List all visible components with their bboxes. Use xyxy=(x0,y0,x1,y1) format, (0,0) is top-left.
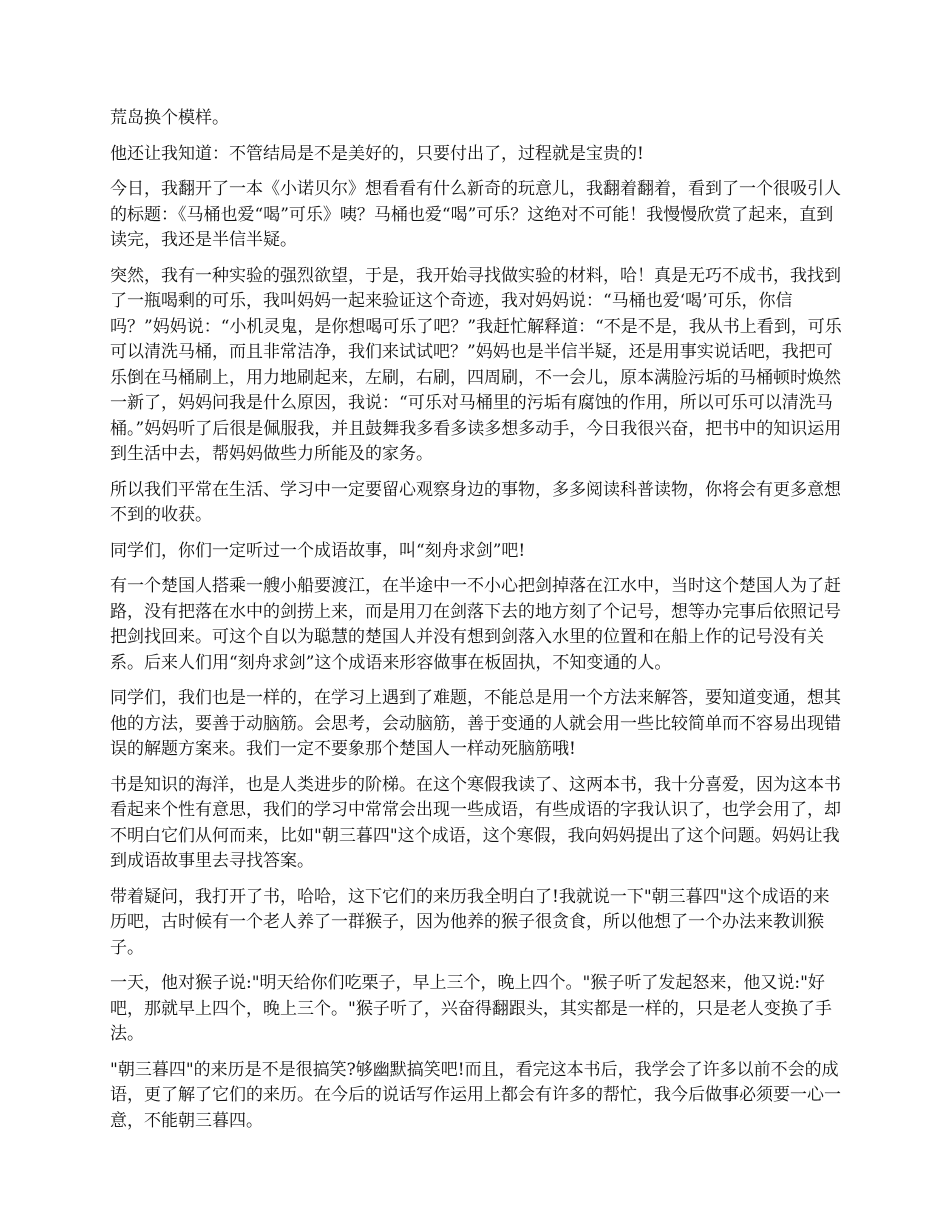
paragraph-5: 所以我们平常在生活、学习中一定要留心观察身边的事物，多多阅读科普读物，你将会有更多意想不到的收获。 xyxy=(110,479,841,525)
paragraph-3: 今日，我翻开了一本《小诺贝尔》想看看有什么新奇的玩意儿，我翻着翻着，看到了一个很吸引人的标题：《马桶也爱“喝”可乐》咦？马桶也爱“喝”可乐？这绝对不可能！我慢慢欣赏了起来，直到读完，我还是半信半疑。 xyxy=(110,179,841,250)
paragraph-2: 他还让我知道：不管结局是不是美好的，只要付出了，过程就是宝贵的! xyxy=(110,143,644,164)
paragraph-6: 同学们，你们一定听过一个成语故事，叫“刻舟求剑”吧! xyxy=(110,540,526,561)
document-body xyxy=(110,106,842,1144)
paragraph-7: 有一个楚国人搭乘一艘小船要渡江，在半途中一不小心把剑掉落在江水中，当时这个楚国人为了赶路，没有把落在水中的剑捞上来，而是用刀在剑落下去的地方刻了个记号，想等办完事后依照记号把剑找回来。可这个自以为聪慧的楚国人并没有想到剑落入水里的位置和在船上作的记号没有关系。后来人们用“刻舟求剑”这个成语来形容做事在板固执，不知变通的人。 xyxy=(110,576,841,673)
paragraph-12: "朝三暮四"的来历是不是很搞笑?够幽默搞笑吧!而且，看完这本书后，我学会了许多以前不会的成语，更了解了它们的来历。在今后的说话写作运用上都会有许多的帮忙，我今后做事必须要一心一意，不能朝三暮四。 xyxy=(110,1059,841,1131)
paragraph-11: 一天，他对猴子说:"明天给你们吃栗子，早上三个，晚上四个。"猴子听了发起怒来，他又说:"好吧，那就早上四个，晚上三个。"猴子听了，兴奋得翻跟头，其实都是一样的，只是老人变换了手法。 xyxy=(110,973,832,1044)
paragraph-10: 带着疑问，我打开了书，哈哈，这下它们的来历我全明白了!我就说一下"朝三暮四"这个成语的来历吧，古时候有一个老人养了一群猴子，因为他养的猴子很贪食，所以他想了一个办法来教训猴子。 xyxy=(110,886,830,958)
paragraph-4: 突然，我有一种实验的强烈欲望，于是，我开始寻找做实验的材料，哈！真是无巧不成书，我找到了一瓶喝剩的可乐，我叫妈妈一起来验证这个奇迹，我对妈妈说：“马桶也爱‘喝’可乐，你信吗？”妈妈说：“小机灵鬼，是你想喝可乐了吧？”我赶忙解释道：“不是不是，我从书上看到，可乐可以清洗马桶，而且非常洁净，我们来试试吧？”妈妈也是半信半疑，还是用事实说话吧，我把可乐倒在马桶刷上，用力地刷起来，左刷，右刷，四周刷，不一会儿，原本满脸污垢的马桶顿时焕然一新了，妈妈问我是什么原因，我说：“可乐对马桶里的污垢有腐蚀的作用，所以可乐可以清洗马桶。”妈妈听了后很是佩服我，并且鼓舞我多看多读多想多动手，今日我很兴奋，把书中的知识运用到生活中去，帮妈妈做些力所能及的家务。 xyxy=(110,265,842,464)
paragraph-1: 荒岛换个模样。 xyxy=(110,108,229,128)
paragraph-8: 同学们，我们也是一样的，在学习上遇到了难题，不能总是用一个方法来解答，要知道变通，想其他的方法，要善于动脑筋。会思考，会动脑筋，善于变通的人就会用一些比较简单而不容易出现错误的解题方案来。我们一定不要象那个楚国人一样动死脑筋哦! xyxy=(110,688,841,759)
paragraph-9: 书是知识的海洋，也是人类进步的阶梯。在这个寒假我读了、这两本书，我十分喜爱，因为这本书看起来个性有意思，我们的学习中常常会出现一些成语，有些成语的字我认识了，也学会用了，却不明白它们从何而来，比如"朝三暮四"这个成语，这个寒假，我向妈妈提出了这个问题。妈妈让我到成语故事里去寻找答案。 xyxy=(110,774,841,871)
